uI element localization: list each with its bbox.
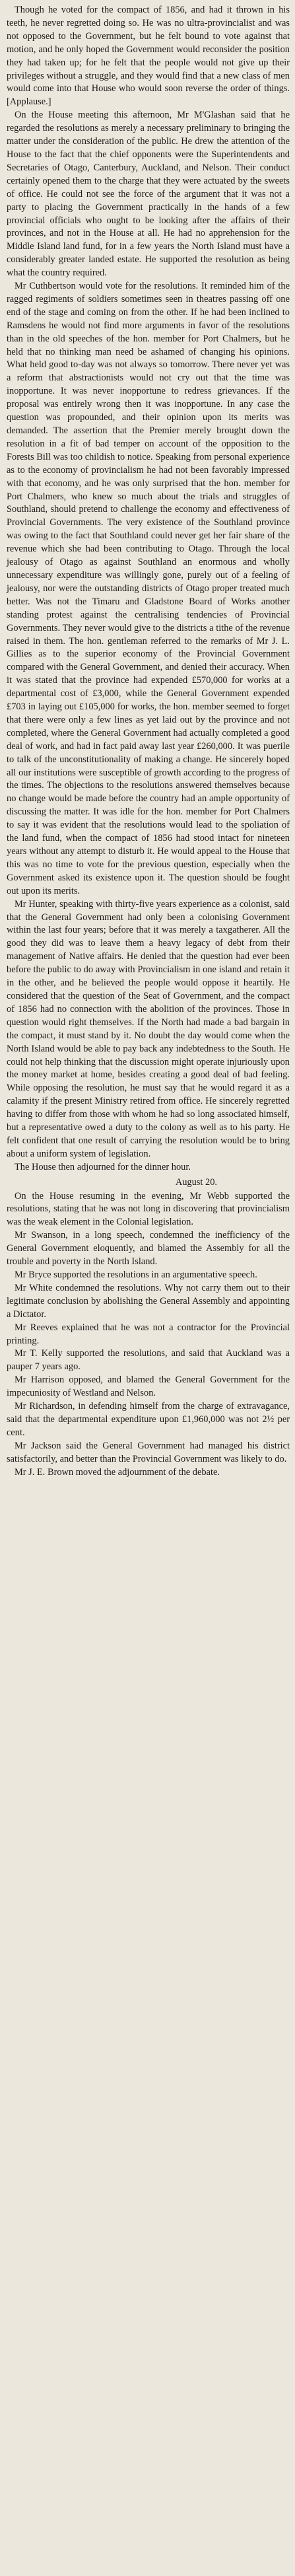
paragraph: Mr Jackson said the General Government had managed his district satisfactorily, and better than the Provincial Government was likely to do.: [7, 1440, 290, 1464]
paragraph: Though he voted for the compact of 1856, and had it thrown in his teeth, he never regretted doing so. He was no ultra-provincialist and was not opposed to the Government, but he felt bound to vote against that motion, and he only hoped the Government would reconsider the position they had taken up; for he felt that the people would not give up their privileges without a struggle, and they would find that a new class of men would come into that House who would soon reverse the order of things. [Applause.]: [7, 5, 290, 108]
paragraph: Mr Richardson, in defending himself from the charge of extravagance, said that the departmental expenditure upon £1,960,000 was not 2½ per cent.: [7, 1401, 290, 1438]
paragraph: On the House resuming in the evening, Mr Webb supported the resolutions, stating that he was not long in discovering that provincialism was the weak element in the Colonial legislation.: [7, 1190, 290, 1228]
paragraph: Mr Bryce supported the resolutions in an argumentative speech.: [15, 1270, 257, 1280]
paragraph: Mr J. E. Brown moved the adjournment of the debate.: [15, 1466, 220, 1478]
paragraph: Mr Harrison opposed, and blamed the General Government for the impecuniosity of Westland and Nelson.: [7, 1375, 290, 1399]
paragraph: Mr Cuthbertson would vote for the resolutions. It reminded him of the ragged regiments of soldiers sometimes seen in theatres passing off one end of the stage and coming on from the other. If he had been inclined to Ramsdens he would not find more arguments in favor of the resolutions than in the old speeches of the hon. member for Port Chalmers, but he held that no thinking man need be ashamed of changing his opinions. What held good to-day was not always so tomorrow. There never yet was a reform that abstractionists would not cry out that the time was inopportune. It was never inopportune to redress grievances. If the proposal was entirely wrong then it was inopportune. In any case the question was propounded, and their opinion upon its merits was demanded. The assertion that the Premier merely brought down the resolution in a fit of bad temper on account of the opposition to the Forests Bill was too childish to notice. Speaking from personal experience as to the economy of provincialism he had not been favorably impressed with that economy, and he was only surprised that the hon. member for Port Chalmers, who knew so much about the trials and struggles of Southland, should pretend to challenge the economy and effectiveness of Provincial Governments. The very existence of the Southland province was owing to the fact that Southland could never get her fair share of the revenue which she had been contributing to Otago. Through the local jealousy of Otago as against Southland an enormous and wholly unnecessary expenditure was willingly gone, purely out of a feeling of jealousy, nor were the outstanding districts of Otago proper treated much better. Was not the Timaru and Gladstone Board of Works another standing protest against the centralising tendencies of Provincial Governments. They never would give to the districts a tithe of the revenue raised in them. The hon. gentleman referred to the remarks of Mr J. L. Gillies as to the superior economy of the Provincial Government compared with the General Government, and denied their accuracy. When it was stated that the province had expended £570,000 for works at a departmental cost of £3,000, while the General Government expended £703 in laying out £105,000 for works, the hon. member seemed to forget that there were only a few lines as yet laid out by the province and not completed, where the General Government had actually completed a good deal of work, and had in fact paid away last year £260,000. It was puerile to talk of the unconstitutionality of making a change. He sincerely hoped all our institutions were susceptible of growth according to the progress of the times. The objections to the resolutions answered themselves because no change would be made before the country had an ample opportunity of discussing the matter. It was idle for the hon. member for Port Chalmers to say it was evident that the resolutions would lead to the spoliation of the land fund, when the compact of 1856 had stood intact for nineteen years without any attempt to disturb it. He would appeal to the House that this was no time to vote for the previous question, especially when the Government asked its existence upon it. The question should be fought out upon its merits.: [7, 281, 290, 896]
paragraph: Mr Swanson, in a long speech, condemned the inefficiency of the General Government eloquently, and blamed the Assembly for all the trouble and poverty in the North Island.: [7, 1230, 290, 1268]
article-body-part-2: [7, 1190, 290, 1480]
paragraph: Mr Hunter, speaking with thirty-five years experience as a colonist, said that the General Government had only been a colonising Government within the last four years; before that it was merely a taxgatherer. All the good they did was to leave them a heavy legacy of debt from their management of Native affairs. He denied that the question had ever been before the public to do away with Provincialism in one island and retain it in the other, and he believed the people would oppose it heartily. He considered that the question of the Seat of Government, and the compact of 1856 had no connection with the abolition of the provinces. Those in question would right themselves. If the North had made a bad bargain in the compact, it must stand by it. No doubt the day would come when the North Island would be able to pay back any indebtedness to the South. He could not help thinking that the discussion might operate injuriously upon the money market at home, besides creating a good deal of bad feeling. While opposing the resolution, he must say that he would regard it as a calamity if the present Ministry retired from office. He sincerely regretted having to differ from those with whom he had so long associated himself, but a representative owed a duty to the colony as well as to his party. He felt confident that one result of carrying the resolution would be to bring about a uniform system of legislation.: [7, 898, 290, 1159]
paragraph: On the House meeting this afternoon, Mr M'Glashan said that he regarded the resolutions as merely a necessary preliminary to bringing the matter under the consideration of the public. He drew the attention of the House to the fact that the chief opponents were the Superintendents and Secretaries of Otago, Canterbury, Auckland, and Nelson. Their conduct certainly opened them to the charge that they were actuated by the sweets of office. He could not see the force of the argument that it was not a party to placing the Government practically in the hands of a few provincial officials who ought to be looking after the affairs of their provinces, and not in the House at all. He had no apprehension for the Middle Island land fund, for in a few years the North Island must have a considerably greater landed estate. He supported the resolution as being what the country required.: [7, 110, 290, 279]
paragraph: Mr Reeves explained that he was not a contractor for the Provincial printing.: [7, 1322, 290, 1346]
paragraph: Mr White condemned the resolutions. Why not carry them out to their legitimate conclusion by abolishing the General Assembly and appointing a Dictator.: [7, 1282, 290, 1320]
article-body-part-1: [7, 4, 290, 1174]
dateline: August 20.: [175, 1176, 217, 1188]
paragraph: The House then adjourned for the dinner hour.: [15, 1161, 191, 1172]
paragraph: Mr T. Kelly supported the resolutions, and said that Auckland was a pauper 7 years ago.: [7, 1348, 290, 1373]
